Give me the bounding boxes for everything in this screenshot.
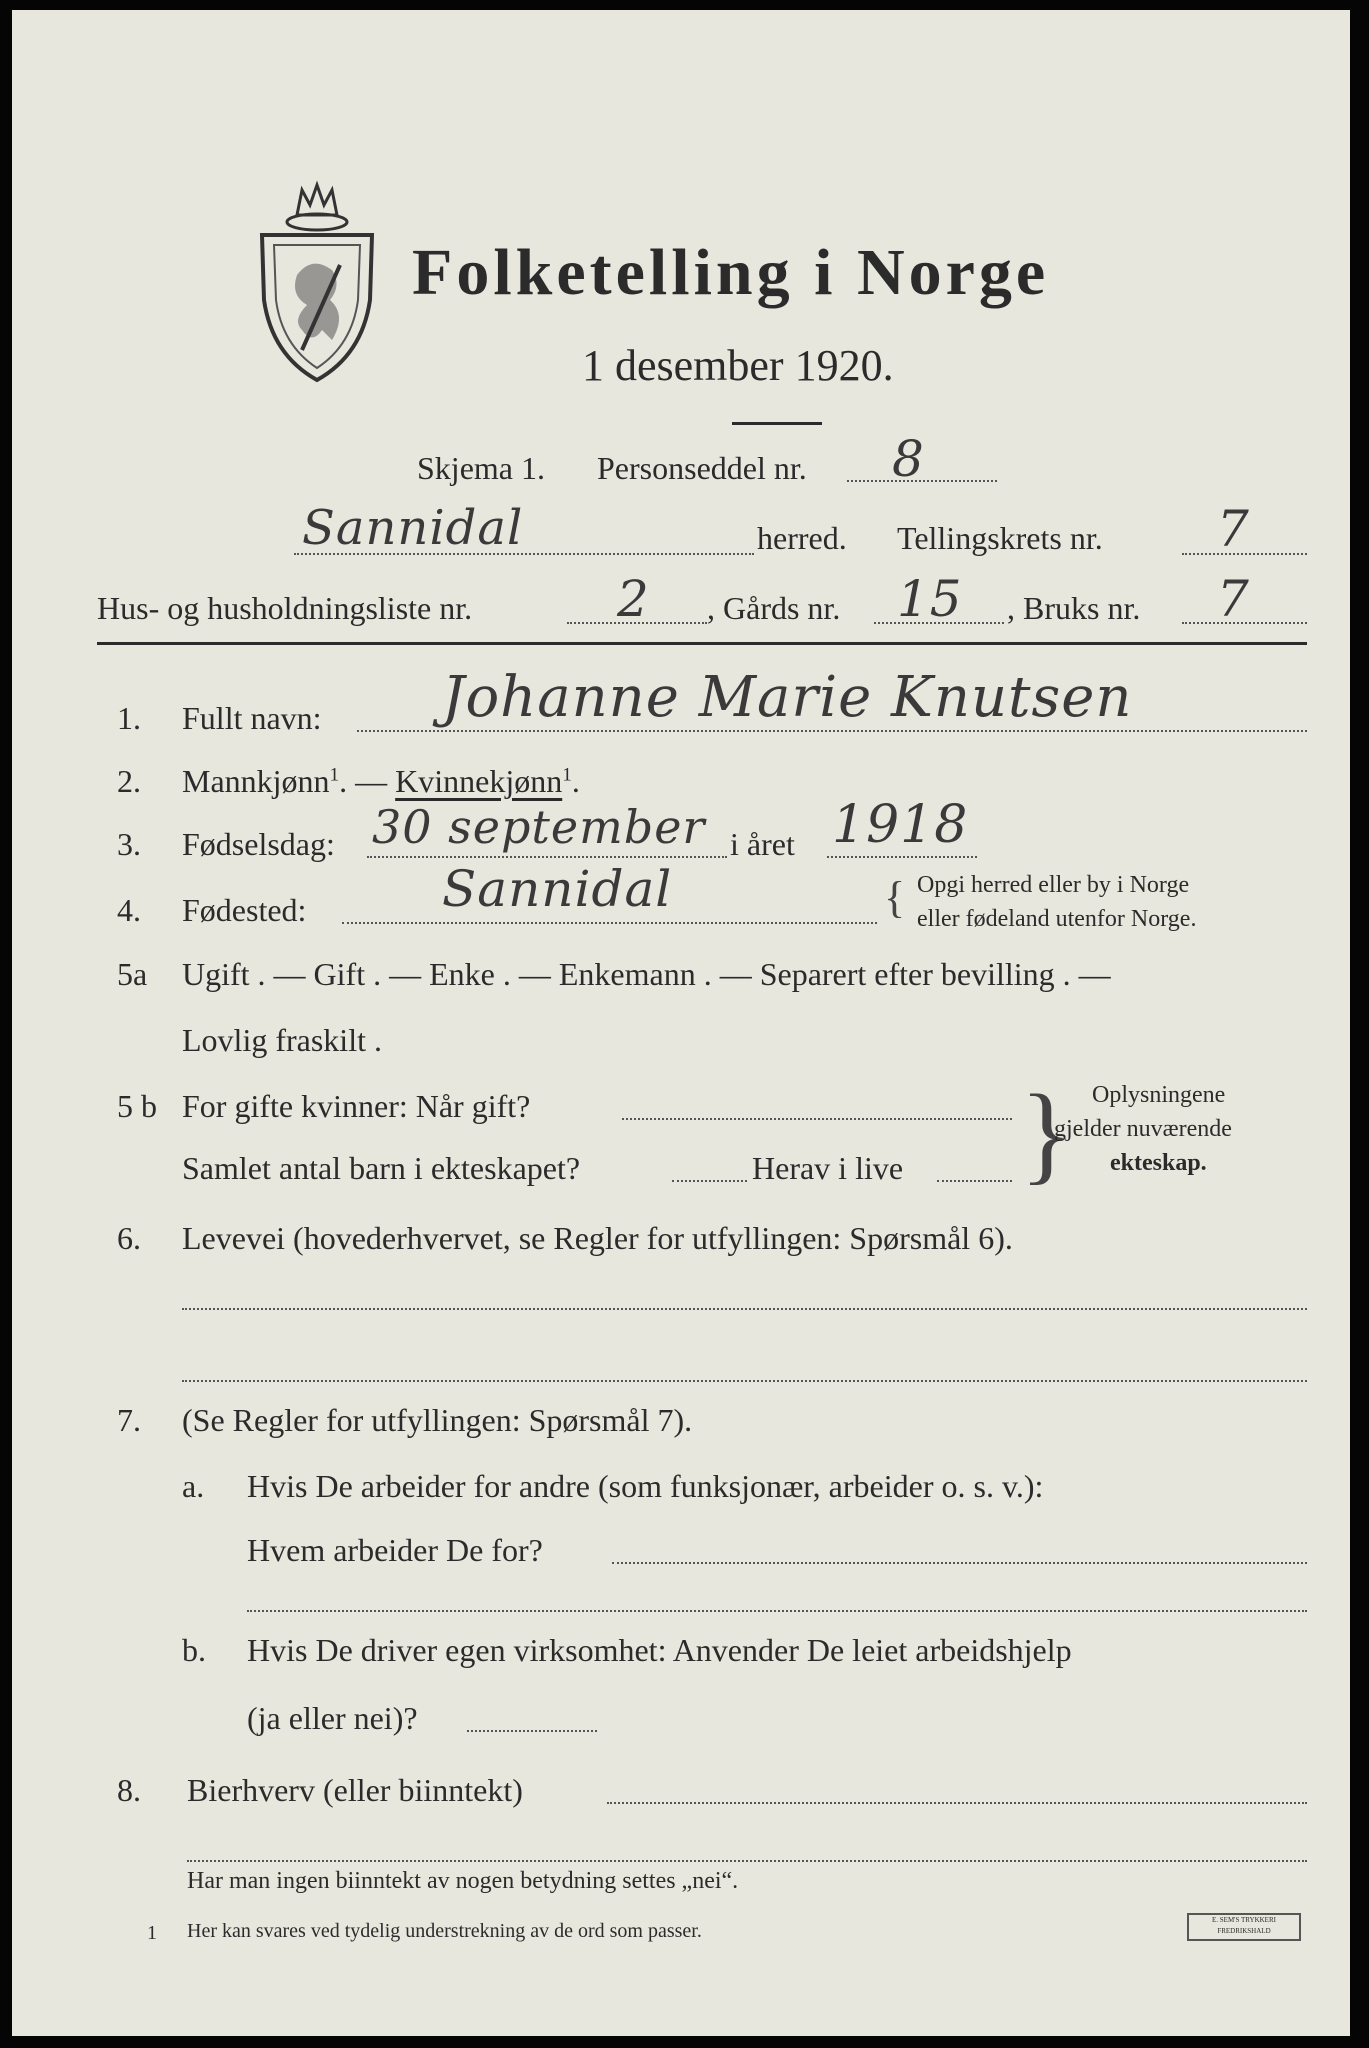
q5a-divorced-option[interactable]: Lovlig fraskilt .	[182, 1022, 382, 1058]
q3-year-field-line	[827, 856, 977, 858]
q5b-alive-field-line	[937, 1180, 1012, 1182]
q7b-question: Hvis De driver egen virksomhet: Anvender De leiet arbeidshjelp	[247, 1632, 1072, 1668]
q3-year-value[interactable]: 1918	[832, 795, 969, 855]
q3-year-label: i året	[730, 826, 795, 862]
q7b-yes-no-label: (ja eller nei)?	[247, 1700, 418, 1736]
q7-label: (Se Regler for utfyllingen: Spørsmål 7).	[182, 1402, 693, 1438]
tellingskrets-value[interactable]: 7	[1217, 500, 1250, 558]
q3-date-field-line	[367, 856, 727, 858]
q5b-note-line2: gjelder nuværende	[1054, 1116, 1232, 1142]
q7a-extra-field-line[interactable]	[247, 1610, 1307, 1612]
q6-number: 6.	[117, 1220, 141, 1256]
q5a-marital-options[interactable]: Ugift . — Gift . — Enke . — Enkemann . — Separert efter bevilling . —	[182, 956, 1111, 992]
q3-birthday-value[interactable]: 30 september	[372, 800, 706, 854]
q8-number: 8.	[117, 1772, 141, 1808]
coat-of-arms-icon	[252, 180, 382, 390]
q4-note-line1: Opgi herred eller by i Norge	[917, 872, 1190, 898]
gards-label: , Gårds nr.	[707, 590, 841, 626]
q5b-children-field-line	[672, 1180, 747, 1182]
q7b-letter: b.	[182, 1632, 206, 1668]
hus-value[interactable]: 2	[617, 570, 650, 628]
q2-separator: —	[355, 763, 388, 799]
skjema-label: Skjema 1.	[417, 450, 545, 486]
q5b-note-line1: Oplysningene	[1092, 1082, 1226, 1108]
q7-number: 7.	[117, 1402, 141, 1438]
q5b-married-field-line	[622, 1118, 1012, 1120]
q7a-question: Hvis De arbeider for andre (som funksjonær, arbeider o. s. v.):	[247, 1468, 1044, 1504]
q7b-field-line[interactable]	[467, 1730, 597, 1732]
bruks-value[interactable]: 7	[1217, 570, 1250, 628]
q5b-brace: }	[1020, 1072, 1073, 1194]
q1-number: 1.	[117, 700, 141, 736]
q4-field-line	[342, 922, 877, 924]
census-date: 1 desember 1920.	[582, 341, 894, 390]
footnote-number: 1	[147, 1922, 157, 1944]
q2-sex-options: Mannkjønn$^1$. — Kvinnekjønn$^1$.	[182, 763, 580, 799]
hus-label: Hus- og husholdningsliste nr.	[97, 590, 473, 626]
q2-female-option[interactable]: Kvinnekjønn	[395, 763, 563, 799]
header-rule	[97, 642, 1307, 645]
title-divider	[732, 422, 822, 425]
q8-field-line-2[interactable]	[187, 1860, 1307, 1862]
personseddel-value[interactable]: 8	[892, 430, 925, 488]
q3-number: 3.	[117, 826, 141, 862]
q4-note-line2: eller fødeland utenfor Norge.	[917, 906, 1197, 932]
footnote-text: Her kan svares ved tydelig understrekning av de ord som passer.	[187, 1920, 702, 1942]
herred-label: herred.	[757, 520, 847, 556]
q4-birthplace-value[interactable]: Sannidal	[442, 860, 673, 918]
gards-value[interactable]: 15	[897, 570, 963, 628]
q1-full-name-value[interactable]: Johanne Marie Knutsen	[442, 665, 1133, 730]
q7a-employer-field-line[interactable]	[612, 1562, 1307, 1564]
personseddel-label: Personseddel nr.	[597, 450, 807, 486]
q1-field-line	[357, 730, 1307, 732]
q7a-employer-label: Hvem arbeider De for?	[247, 1532, 543, 1568]
q5b-number: 5 b	[117, 1088, 157, 1124]
q4-number: 4.	[117, 892, 141, 928]
herred-value[interactable]: Sannidal	[302, 500, 524, 556]
no-income-note: Har man ingen biinntekt av nogen betydning settes „nei“.	[187, 1868, 739, 1894]
tellingskrets-label: Tellingskrets nr.	[897, 520, 1103, 556]
q5b-note-line3: ekteskap.	[1110, 1150, 1207, 1176]
q5b-married-when-label: For gifte kvinner: Når gift?	[182, 1088, 531, 1124]
printer-stamp: E. SEM'S TRYKKERI FREDRIKSHALD	[1187, 1913, 1301, 1941]
q2-male-option[interactable]: Mannkjønn	[182, 763, 330, 799]
q6-field-line-1[interactable]	[182, 1308, 1307, 1310]
q8-label: Bierhverv (eller biinntekt)	[187, 1772, 523, 1808]
q7a-letter: a.	[182, 1468, 205, 1504]
bruks-label: , Bruks nr.	[1007, 590, 1141, 626]
q2-number: 2.	[117, 763, 141, 799]
form-title: Folketelling i Norge	[412, 236, 1050, 309]
q1-label: Fullt navn:	[182, 700, 322, 736]
q5a-number: 5a	[117, 956, 148, 992]
q4-brace: {	[884, 873, 906, 922]
q5b-children-label: Samlet antal barn i ekteskapet?	[182, 1150, 581, 1186]
census-form-page	[12, 10, 1350, 2036]
q6-field-line-2[interactable]	[182, 1380, 1307, 1382]
q8-field-line-1[interactable]	[607, 1802, 1307, 1804]
q6-label: Levevei (hovederhvervet, se Regler for utfyllingen: Spørsmål 6).	[182, 1220, 1013, 1256]
q3-label: Fødselsdag:	[182, 826, 335, 862]
q4-label: Fødested:	[182, 892, 307, 928]
q5b-alive-label: Herav i live	[752, 1150, 904, 1186]
